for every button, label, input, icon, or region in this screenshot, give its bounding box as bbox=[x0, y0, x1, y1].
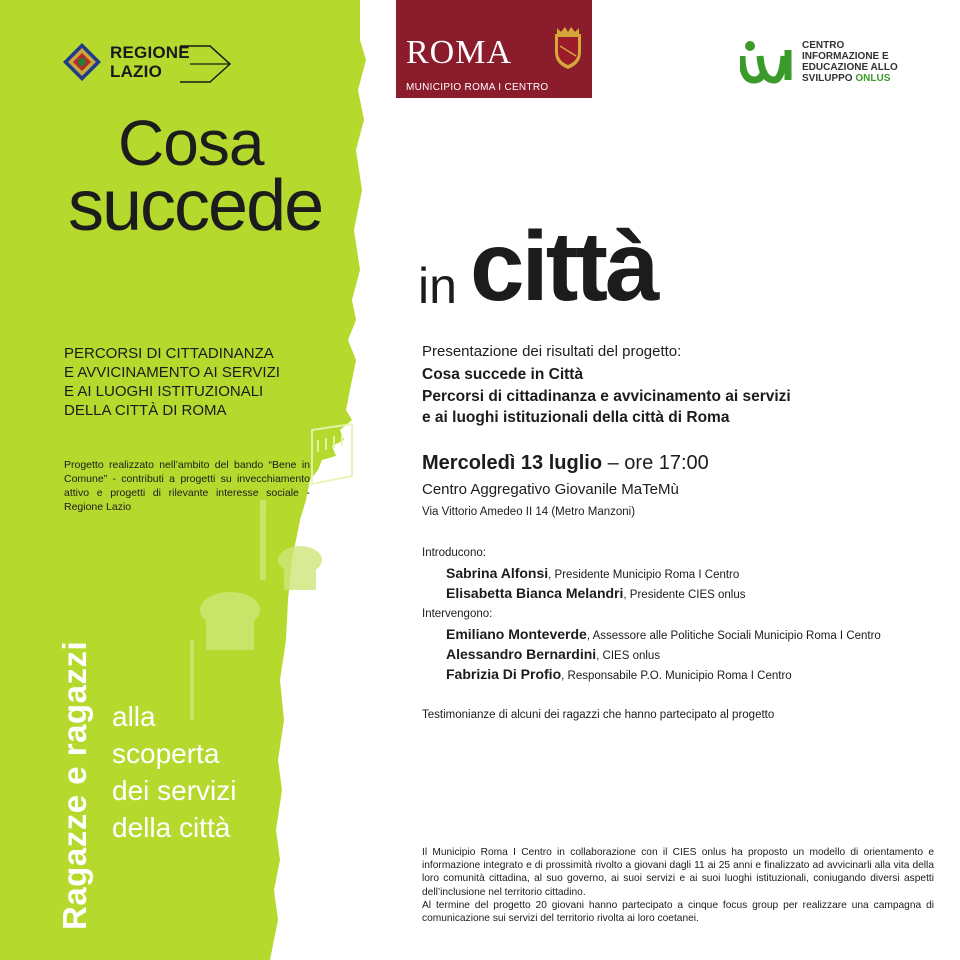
speaker-row: Sabrina Alfonsi, Presidente Municipio Roma I Centro bbox=[446, 565, 740, 581]
vertical-title: Ragazze e ragazzi bbox=[56, 640, 93, 930]
speaker-row: Fabrizia Di Profio, Responsabile P.O. Municipio Roma I Centro bbox=[446, 666, 792, 682]
headline-citta: città bbox=[470, 211, 657, 321]
roma-municipio-logo bbox=[396, 0, 592, 98]
project-description: Il Municipio Roma I Centro in collaborazione con il CIES onlus ha proposto un modello di orientamento e informazione integrato e di prossimità rivolto a giovani dagli 11 ai 25 anni e finalizzato ad avvicinarli alla vita della loro comunità cittadina, al suo governo, ai suoi servizi e ai suoi luoghi istituzionali, coniugando diversi aspetti dell’inclusione nel territorio cittadino. Al termine del progetto 20 giovani hanno partecipato a cinque focus group per realizzare una campagna di comunicazione sui servizi del territorio rivolta ai loro coetanei. bbox=[422, 847, 934, 925]
spqr-shield-icon bbox=[551, 26, 585, 70]
bando-description: Progetto realizzato nell’ambito del bando “Bene in Comune” - contributi a progetti su invecchiamento attivo e progetti di rilevante interesse sociale - Regione Lazio bbox=[64, 459, 310, 513]
event-venue: Centro Aggregativo Giovanile MaTeMù bbox=[422, 481, 679, 498]
roma-logo-subtitle: MUNICIPIO ROMA I CENTRO bbox=[406, 82, 549, 93]
speaker-row: Emiliano Monteverde, Assessore alle Politiche Sociali Municipio Roma I Centro bbox=[446, 626, 881, 642]
cies-iw-icon bbox=[740, 40, 796, 84]
presentation-intro: Presentazione dei risultati del progetto: bbox=[422, 343, 682, 360]
event-date-time: Mercoledì 13 luglio – ore 17:00 bbox=[422, 452, 709, 474]
speaker-row: Elisabetta Bianca Melandri, Presidente CIES onlus bbox=[446, 585, 746, 601]
project-title: Cosa succede in Città bbox=[422, 366, 584, 383]
project-subtitle: Percorsi di cittadinanza e avvicinamento ai servizi e ai luoghi istituzionali della città di Roma bbox=[422, 388, 791, 426]
event-address: Via Vittorio Amedeo II 14 (Metro Manzoni) bbox=[422, 506, 636, 518]
cies-logo-text: CENTRO INFORMAZIONE E EDUCAZIONE ALLO SVILUPPO ONLUS bbox=[802, 40, 898, 84]
intervengono-label: Intervengono: bbox=[422, 608, 493, 620]
slogan: alla scoperta dei servizi della città bbox=[112, 701, 237, 843]
lazio-logo-text: REGIONE LAZIO bbox=[110, 43, 190, 81]
headline-cosa: Cosa bbox=[118, 107, 264, 179]
headline-succede: succede bbox=[68, 166, 323, 246]
headline-in: in bbox=[418, 258, 457, 314]
lazio-emblem-icon bbox=[62, 42, 102, 82]
roma-logo-title: ROMA bbox=[406, 34, 513, 71]
cies-onlus-logo bbox=[740, 40, 930, 84]
introducono-label: Introducono: bbox=[422, 547, 486, 559]
speaker-row: Alessandro Bernardini, CIES onlus bbox=[446, 646, 661, 662]
project-heading-left: PERCORSI DI CITTADINANZA E AVVICINAMENTO AI SERVIZI E AI LUOGHI ISTITUZIONALI DELLA CITTÀ DI ROMA bbox=[64, 345, 280, 419]
lazio-lines-icon bbox=[180, 44, 232, 84]
testimony-note: Testimonianze di alcuni dei ragazzi che hanno partecipato al progetto bbox=[422, 709, 775, 721]
regione-lazio-logo bbox=[62, 40, 232, 86]
